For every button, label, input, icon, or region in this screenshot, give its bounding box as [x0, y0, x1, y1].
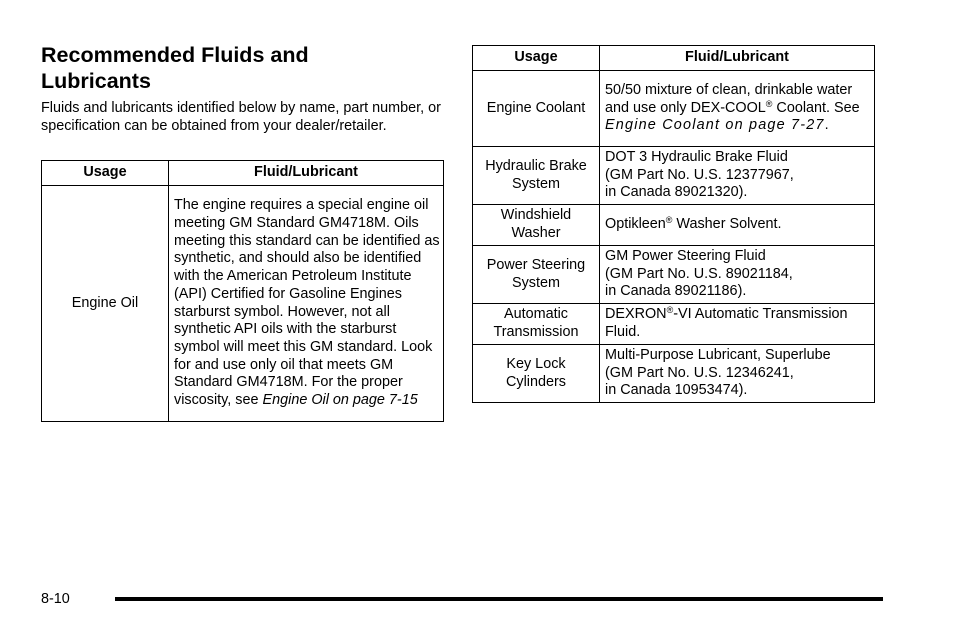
usage-cell: Engine Coolant — [473, 71, 600, 147]
page-title: Recommended Fluids and Lubricants — [41, 43, 309, 93]
registered-mark: ® — [665, 215, 673, 226]
table-row — [473, 304, 875, 345]
table-row — [473, 246, 875, 304]
cross-reference-link[interactable]: Engine Coolant on page 7-27 — [605, 117, 825, 134]
footer-rule — [115, 597, 883, 601]
fluid-text: 50/50 mixture of clean, drinkable water and use only DEX-COOL — [605, 81, 853, 116]
fluid-text: Washer Solvent. — [672, 216, 782, 233]
usage-header: Usage — [42, 161, 169, 186]
fluid-text: Coolant. See — [772, 99, 860, 116]
fluid-line: in Canada 89021186). — [605, 283, 747, 300]
usage-cell: Power Steering System — [473, 246, 600, 304]
fluid-line: DOT 3 Hydraulic Brake Fluid — [605, 148, 788, 165]
fluid-text: -VI Automatic Transmission Fluid. — [605, 306, 848, 340]
fluid-line: (GM Part No. U.S. 12346241, — [605, 364, 794, 381]
table-row — [473, 345, 875, 403]
fluids-table-engine-oil — [41, 160, 444, 422]
table-header-row — [42, 161, 444, 186]
fluid-cell — [600, 246, 875, 304]
fluid-text: The engine requires a special engine oil meeting GM Standard GM4718M. Oils meeting this standard can be identified as synthetic, and should also be identified with the American Petroleum Institute (API) Certified for Gasoline Engines starburst symbol. However, not all synthetic API oils with the starburst symbol will meet this GM standard. Look for and use only oil that meets GM Standard GM4718M. For the proper viscosity, see — [174, 197, 440, 409]
fluid-cell — [600, 304, 875, 345]
fluid-cell — [600, 205, 875, 246]
table-header-row — [473, 46, 875, 71]
table-row — [473, 205, 875, 246]
fluid-text-end: . — [824, 117, 829, 134]
fluid-line: in Canada 10953474). — [605, 382, 748, 399]
usage-cell: Hydraulic Brake System — [473, 147, 600, 205]
fluids-table — [472, 45, 875, 403]
usage-cell: Windshield Washer — [473, 205, 600, 246]
cross-reference-link[interactable]: Engine Oil on page 7-15 — [262, 392, 418, 409]
fluid-line: Multi-Purpose Lubricant, Superlube — [605, 346, 831, 363]
fluid-header: Fluid/Lubricant — [169, 161, 444, 186]
fluid-cell — [600, 71, 875, 147]
usage-cell: Automatic Transmission — [473, 304, 600, 345]
fluid-line: in Canada 89021320). — [605, 184, 748, 201]
fluid-cell — [600, 345, 875, 403]
page-number: 8-10 — [41, 591, 70, 607]
registered-mark: ® — [666, 305, 674, 316]
fluid-header: Fluid/Lubricant — [600, 46, 875, 71]
fluid-line: (GM Part No. U.S. 12377967, — [605, 166, 794, 183]
fluid-cell — [600, 147, 875, 205]
fluid-line: GM Power Steering Fluid — [605, 247, 766, 264]
table-row — [42, 186, 444, 422]
usage-cell: Engine Oil — [42, 186, 169, 422]
fluid-text: DEXRON — [605, 306, 667, 323]
fluid-cell — [169, 186, 444, 422]
registered-mark: ® — [765, 98, 773, 109]
table-row — [473, 147, 875, 205]
fluid-text: Optikleen — [605, 216, 666, 233]
usage-header: Usage — [473, 46, 600, 71]
usage-cell: Key Lock Cylinders — [473, 345, 600, 403]
table-row — [473, 71, 875, 147]
intro-paragraph: Fluids and lubricants identified below by name, part number, or specification can be obtained from your dealer/retailer. — [41, 100, 441, 134]
fluid-line: (GM Part No. U.S. 89021184, — [605, 265, 793, 282]
